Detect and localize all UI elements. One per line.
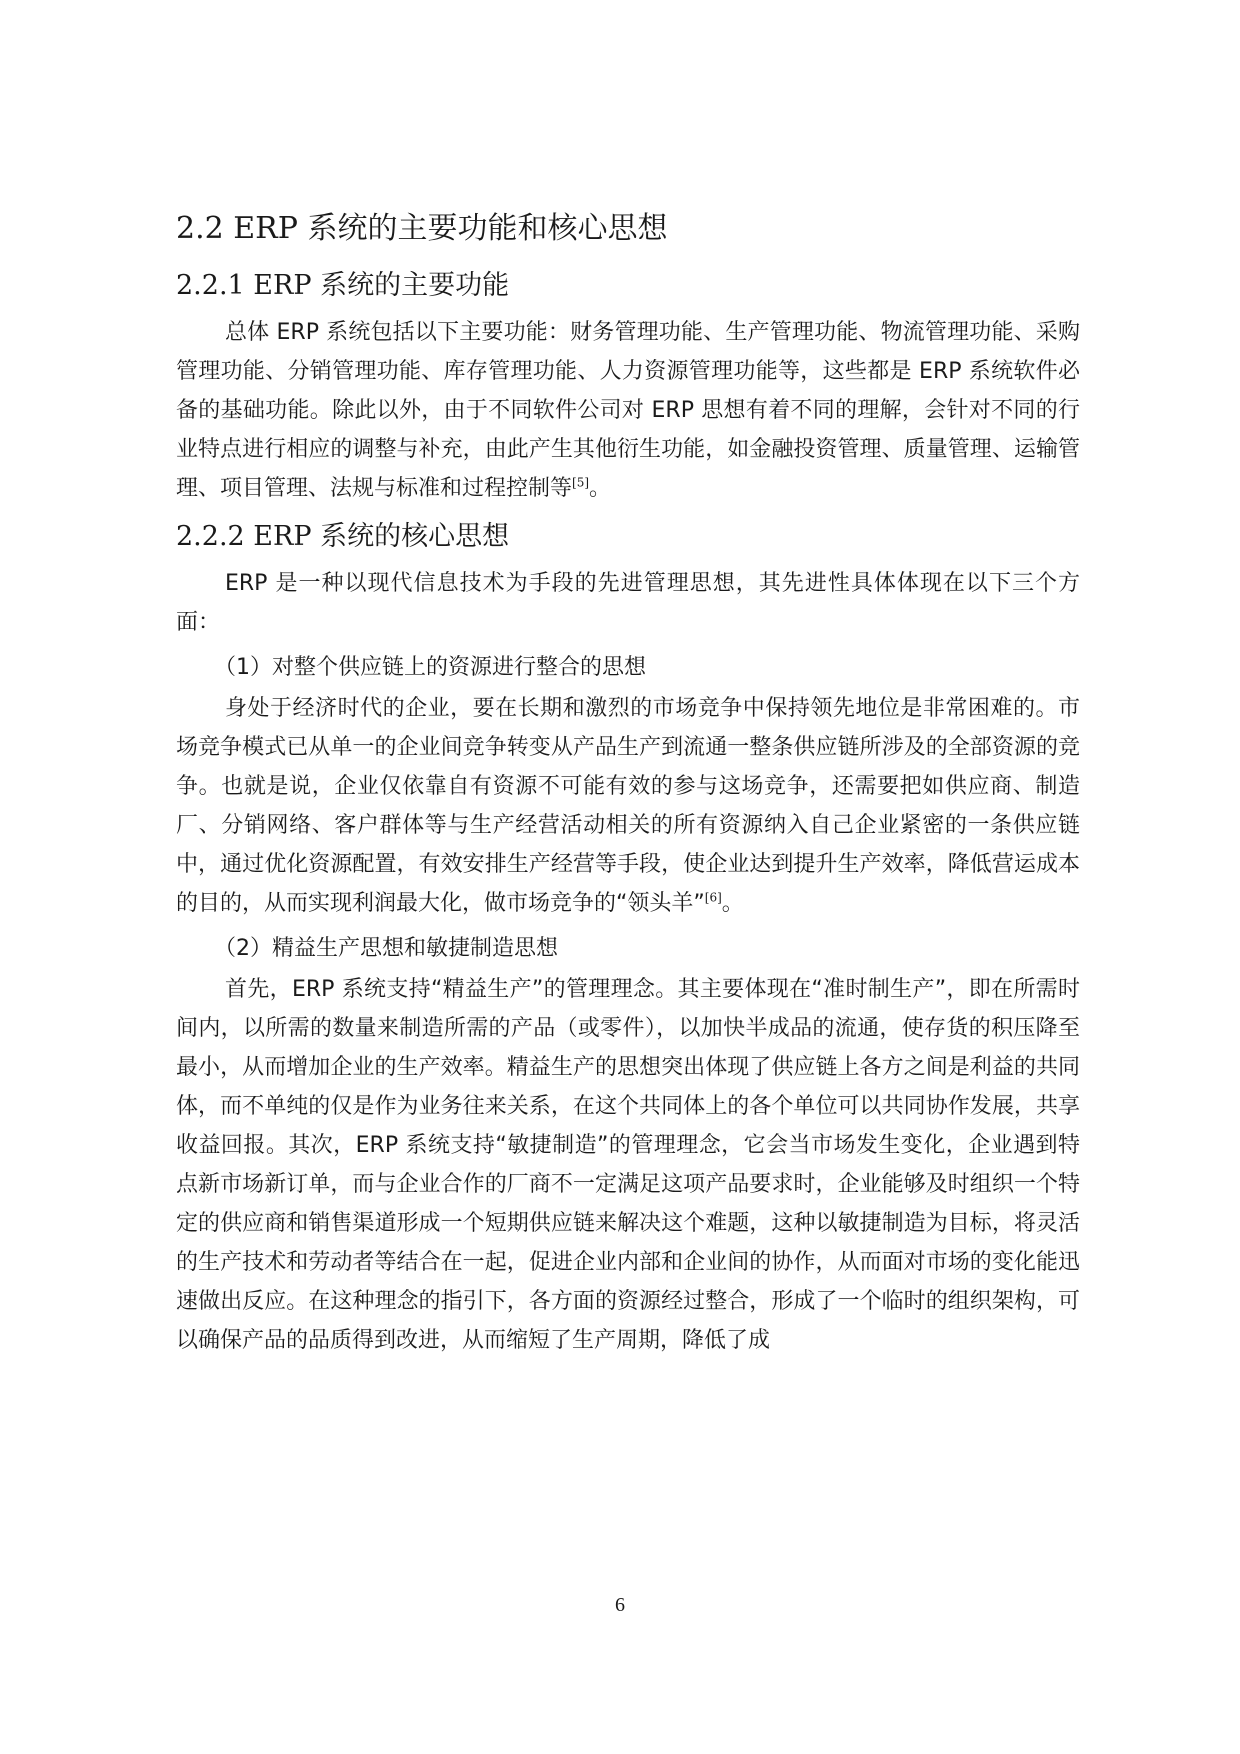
paragraph-lean-agile: 首先，ERP 系统支持“精益生产”的管理理念。其主要体现在“准时制生产”，即在所需时间内，以所需的数量来制造所需的产品（或零件），以加快半成品的流通，使存货的积压降至最小，从而增加企业的生产效率。精益生产的思想突出体现了供应链上各方之间是利益的共同体，而不单纯的仅是作为业务往来关系，在这个共同体上的各个单位可以共同协作发展，共享收益回报。其次，ERP 系统支持“敏捷制造”的管理理念，它会当市场发生变化，企业遇到特点新市场新订单，而与企业合作的厂商不一定满足这项产品要求时，企业能够及时组织一个特定的供应商和销售渠道形成一个短期供应链来解决这个难题，这种以敏捷制造为目标，将灵活的生产技术和劳动者等结合在一起，促进企业内部和企业间的协作，从而面对市场的变化能迅速做出反应。在这种理念的指引下，各方面的资源经过整合，形成了一个临时的组织架构，可以确保产品的品质得到改进，从而缩短了生产周期，降低了成 [176, 977, 1080, 1353]
section-heading: 2.2 ERP 系统的主要功能和核心思想 [176, 211, 668, 246]
subsection-heading-main-functions: 2.2.1 ERP 系统的主要功能 [176, 270, 510, 301]
paragraph-text: 总体 ERP 系统包括以下主要功能：财务管理功能、生产管理功能、物流管理功能、采购管理功能、分销管理功能、库存管理功能、人力资源管理功能等，这些都是 ERP 系统软件必备的基础功能。除此以外，由于不同软件公司对 ERP 思想有着不同的理解，会针对不同的行业特点进行相应的调整与补充，由此产生其他衍生功能，如金融投资管理、质量管理、运输管理、项目管理、法规与标准和过程控制等 [176, 320, 1080, 501]
paragraph-tail: 。 [589, 476, 612, 501]
list-item-2-heading: （2）精益生产思想和敏捷制造思想 [214, 936, 558, 961]
list-item-1-heading: （1）对整个供应链上的资源进行整合的思想 [214, 655, 646, 680]
subsection-heading-core-ideas: 2.2.2 ERP 系统的核心思想 [176, 521, 510, 552]
page-content [176, 205, 1080, 1366]
page-number: 6 [615, 1594, 625, 1616]
paragraph-core-ideas-intro: ERP 是一种以现代信息技术为手段的先进管理思想，其先进性具体体现在以下三个方面： [176, 571, 1080, 635]
paragraph-main-functions [176, 313, 1080, 508]
paragraph-supply-chain [176, 689, 1080, 923]
paragraph-tail: 。 [721, 891, 744, 916]
citation-ref-6: [6] [704, 890, 722, 905]
citation-ref-5: [5] [572, 475, 590, 490]
paragraph-text: 身处于经济时代的企业，要在长期和激烈的市场竞争中保持领先地位是非常困难的。市场竞争模式已从单一的企业间竞争转变从产品生产到流通一整条供应链所涉及的全部资源的竞争。也就是说，企业仅依靠自有资源不可能有效的参与这场竞争，还需要把如供应商、制造厂、分销网络、客户群体等与生产经营活动相关的所有资源纳入自己企业紧密的一条供应链中，通过优化资源配置，有效安排生产经营等手段，使企业达到提升生产效率，降低营运成本的目的，从而实现利润最大化，做市场竞争的“领头羊” [176, 696, 1080, 916]
